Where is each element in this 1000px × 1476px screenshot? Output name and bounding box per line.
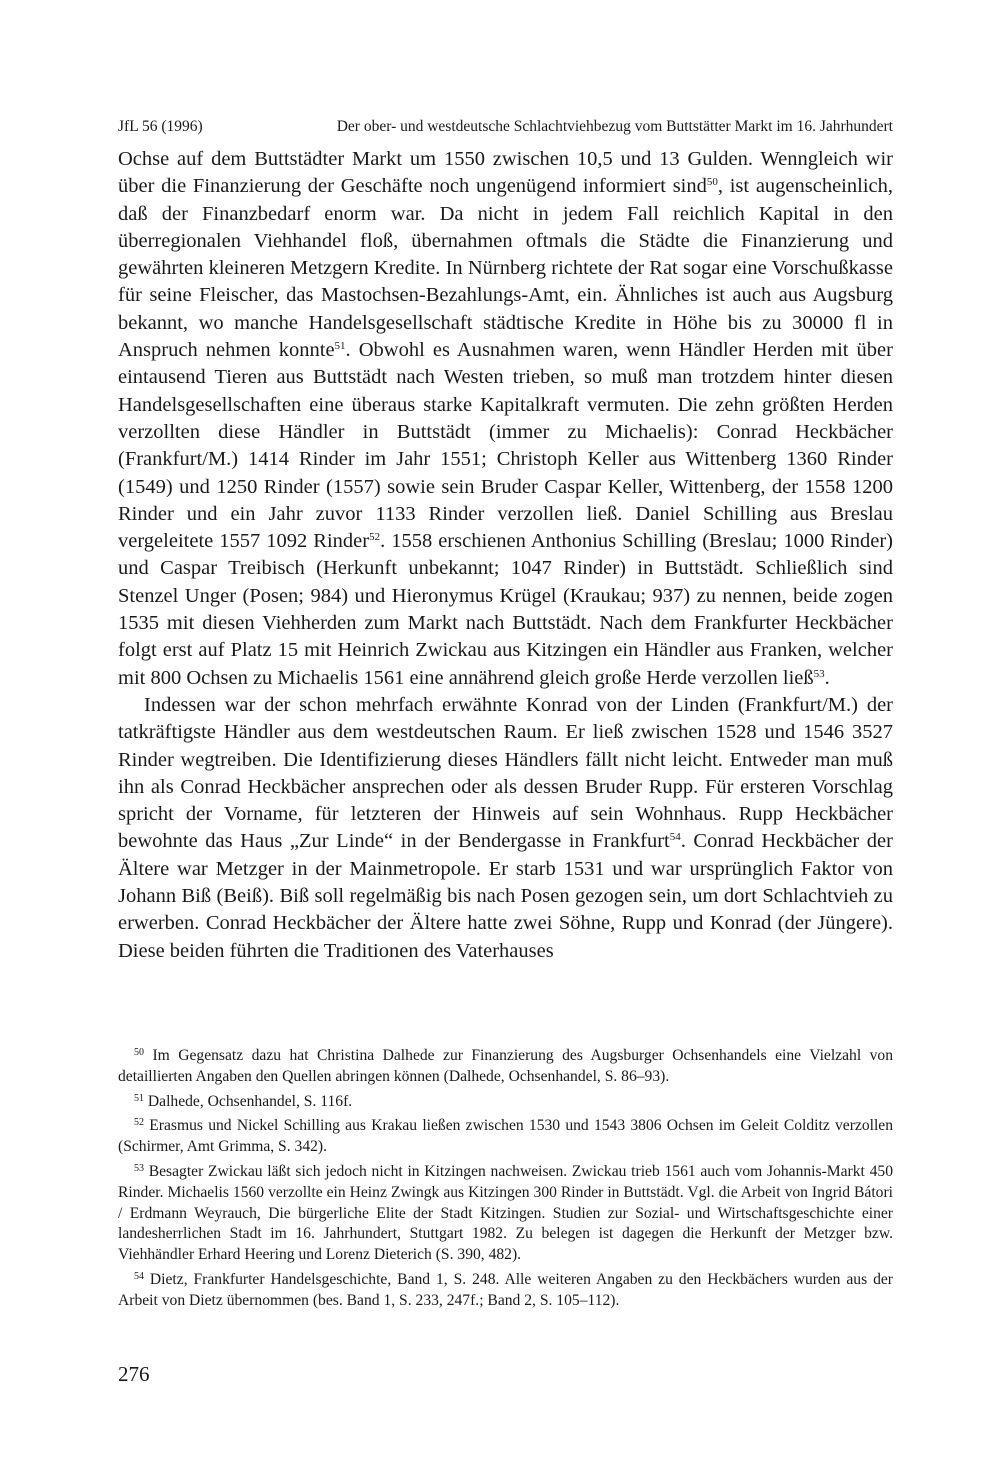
- footnote-52: [118, 1116, 893, 1158]
- footnote-ref-54: 54: [669, 831, 681, 844]
- footnote-ref-53: 53: [813, 667, 825, 680]
- article-title: Der ober- und westdeutsche Schlachtviehbezug vom Buttstätter Markt im 16. Jahrhundert: [336, 118, 893, 135]
- footnote-ref-51: 51: [334, 340, 346, 353]
- footnote-number: 51: [134, 1092, 144, 1104]
- running-head: [118, 118, 893, 136]
- footnote-53: [118, 1162, 893, 1266]
- text-run: . 1558 erschienen Anthonius Schilling (Breslau; 1000 Rinder) und Caspar Treibisch (Herkunft unbekannt; 1047 Rinder) in Buttstädt. Schließlich sind Stenzel Unger (Posen; 984) und Hieronymus Krügel (Kraukau; 937) zu nennen, beide zogen 1535 mit diesen Viehherden zum Markt nach Buttstädt. Nach dem Frankfurter Heckbächer folgt erst auf Platz 15 mit Heinrich Zwickau aus Kitzingen ein Händler aus Franken, welcher mit 800 Ochsen zu Michaelis 1561 eine annährend gleich große Herde verzollen ließ: [118, 530, 893, 689]
- footnote-number: 52: [134, 1117, 144, 1129]
- footnote-text: Erasmus und Nickel Schilling aus Krakau ließen zwischen 1530 und 1543 3806 Ochsen im Geleit Colditz verzollen (Schirmer, Amt Grimma, S. 342).: [118, 1117, 894, 1156]
- page-number: 276: [118, 1362, 150, 1386]
- paragraph-1: [118, 146, 893, 692]
- text-run: .: [824, 666, 830, 689]
- footnote-text: Dietz, Frankfurter Handelsgeschichte, Band 1, S. 248. Alle weiteren Angaben zu den Heckbächers wurden aus der Arbeit von Dietz übernommen (bes. Band 1, S. 233, 247f.; Band 2, S. 105–112).: [118, 1270, 893, 1309]
- footnote-number: 54: [134, 1270, 144, 1282]
- footnote-number: 53: [134, 1162, 144, 1174]
- footnote-text: Dalhede, Ochsenhandel, S. 116f.: [147, 1092, 353, 1110]
- footnote-text: Im Gegensatz dazu hat Christina Dalhede zur Finanzierung des Augsburger Ochsenhandels eine Vielzahl von detaillierten Angaben den Quellen abringen können (Dalhede, Ochsenhandel, S. 86–93).: [118, 1047, 893, 1085]
- text-run: , ist augenscheinlich, daß der Finanzbedarf enorm war. Da nicht in jedem Fall reichlich Kapital in den überregionalen Viehhandel floß, übernahmen oftmals die Städte die Finanzierung und gewährten kleineren Metzgern Kredite. In Nürnberg richtete der Rat sogar eine Vorschußkasse für seine Fleischer, das Mastochsen-Bezahlungs-Amt, ein. Ähnliches ist auch aus Augsburg bekannt, wo manche Handelsgesellschaft städtische Kredite in Höhe bis zu 30000 fl in Anspruch nehmen konnte: [118, 175, 893, 362]
- footnote-54: [118, 1270, 893, 1312]
- text-run: Indessen war der schon mehrfach erwähnte Konrad von der Linden (Frankfurt/M.) der tatkräftigste Händler aus dem westdeutschen Raum. Er ließ zwischen 1528 und 1546 3527 Rinder wegtreiben. Die Identifizierung dieses Händlers fällt nicht leicht. Entweder man muß ihn als Conrad Heckbächer ansprechen oder als dessen Bruder Rupp. Für ersteren Vorschlag spricht der Vorname, für letzteren der Hinweis auf sein Wohnhaus. Rupp Heckbächer bewohnte das Haus „Zur Linde“ in der Bendergasse in Frankfurt: [118, 693, 893, 853]
- footnotes: [118, 1046, 893, 1316]
- text-run: . Obwohl es Ausnahmen waren, wenn Händler Herden mit über eintausend Tieren aus Buttstädt nach Westen trieben, so muß man trotzdem hinter diesen Handelsgesellschaften eine überaus starke Kapitalkraft vermuten. Die zehn größten Herden verzollten diese Händler in Buttstädt (immer zu Michaelis): Conrad Heckbächer (Frankfurt/M.) 1414 Rinder im Jahr 1551; Christoph Keller aus Wittenberg 1360 Rinder (1549) und 1250 Rinder (1557) sowie sein Bruder Caspar Keller, Wittenberg, der 1558 1200 Rinder und ein Jahr zuvor 1133 Rinder verzollen ließ. Daniel Schilling aus Breslau vergeleitete 1557 1092 Rinder: [118, 339, 893, 553]
- footnote-text: Besagter Zwickau läßt sich jedoch nicht in Kitzingen nachweisen. Zwickau trieb 1561 auch vom Johannis-Markt 450 Rinder. Michaelis 1560 verzollte ein Heinz Zwingk aus Kitzingen 300 Rinder in Buttstädt. Vgl. die Arbeit von Ingrid Bátori / Erdmann Weyrauch, Die bürgerliche Elite der Stadt Kitzingen. Studien zur Sozial- und Wirtschaftsgeschichte einer landesherrlichen Stadt im 16. Jahrhundert, Stuttgart 1982. Zu belegen ist dagegen die Herkunft der Metzger bzw. Viehhändler Erhard Heering und Lorenz Dieterich (S. 390, 482).: [118, 1162, 893, 1264]
- text-run: . Conrad Heckbächer der Ältere war Metzger in der Mainmetropole. Er starb 1531 und war ursprünglich Faktor von Johann Biß (Beiß). Biß soll regelmäßig bis nach Posen gezogen sein, um dort Schlachtvieh zu erwerben. Conrad Heckbächer der Ältere hatte zwei Söhne, Rupp und Konrad (der Jüngere). Diese beiden führten die Traditionen des Vaterhauses: [118, 830, 893, 962]
- text-run: Ochse auf dem Buttstädter Markt um 1550 zwischen 10,5 und 13 Gulden. Wenngleich wir über die Finanzierung der Geschäfte noch ungenügend informiert sind: [118, 148, 893, 198]
- footnote-ref-50: 50: [706, 176, 718, 189]
- footnote-51: [118, 1092, 893, 1113]
- footnote-ref-52: 52: [369, 531, 381, 544]
- paragraph-2: [118, 692, 893, 965]
- footnote-50: [118, 1046, 893, 1088]
- footnote-number: 50: [134, 1047, 144, 1058]
- journal-reference: JfL 56 (1996): [118, 118, 203, 135]
- body-text: [118, 146, 893, 965]
